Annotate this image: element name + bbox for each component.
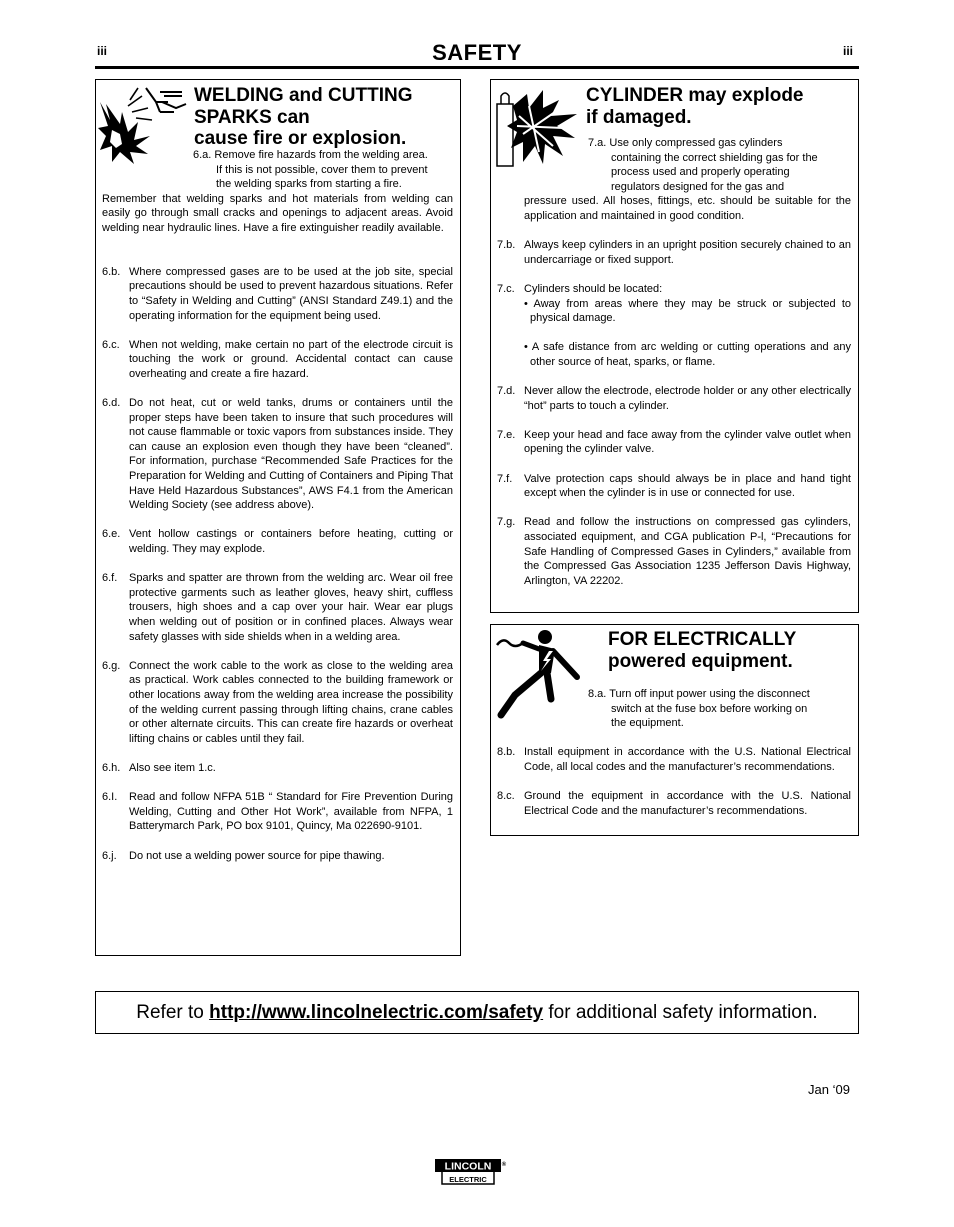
- list-item: 6.d. Do not heat, cut or weld tanks, drums or containers until the proper steps have been taken to insure that such procedures will not cause flammable or toxic vapors from substances inside. They can cause an explosion even though they have been “cleaned”. For information, purchase “Recommended Safe Practices for the Preparation for Welding and Cutting of Containers and Piping That Have Held Hazardous Substances”, AWS F4.1 from the American Welding Society (see address above).: [102, 397, 453, 512]
- list-item: 8.b. Install equipment in accordance with the U.S. National Electrical Code, all local codes and the manufacturer’s recommendations.: [497, 746, 851, 773]
- cylinder-section: [490, 79, 859, 613]
- lincoln-electric-logo: [434, 1158, 510, 1186]
- welding-items: [102, 148, 453, 878]
- welding-sparks-section: [95, 79, 461, 956]
- electrical-items: [497, 687, 851, 833]
- list-item: 7.d. Never allow the electrode, electrode holder or any other electrically “hot” parts to touch a cylinder.: [497, 385, 851, 412]
- list-item: 6.c. When not welding, make certain no part of the electrode circuit is touching the work or ground. Accidental contact can cause overheating and create a fire hazard.: [102, 338, 453, 380]
- list-item: 7.c. Cylinders should be located: • Away from areas where they may be struck or subjected to physical damage. • A safe distance from arc welding or cutting operations and any other source of heat, sparks, or flame.: [497, 282, 851, 368]
- safety-reference-box: [95, 991, 859, 1034]
- footer-prefix: Refer to: [136, 1002, 210, 1023]
- revision-date: Jan ‘09: [808, 1082, 850, 1097]
- page-number-right: iii: [843, 44, 854, 58]
- header-rule: [95, 66, 859, 69]
- page-title: SAFETY: [432, 40, 522, 65]
- list-item: 7.b. Always keep cylinders in an upright position securely chained to an undercarriage or fixed support.: [497, 239, 851, 266]
- welding-section-title: WELDING and CUTTING SPARKS can cause fire or explosion.: [194, 85, 413, 149]
- list-item: 6.e. Vent hollow castings or containers before heating, cutting or welding. They may explode.: [102, 528, 453, 556]
- list-item: 6.I. Read and follow NFPA 51B “ Standard for Fire Prevention During Welding, Cutting and Other Hot Work”, available from NFPA, 1 Batterymarch Park, PO box 9101, Quincy, Ma 022690-9101.: [102, 791, 453, 833]
- list-item: 6.a. Remove fire hazards from the welding area. If this is not possible, cover them to prevent the welding sparks from starting a fire. Remember that welding sparks and hot materials from welding can easily go through small cracks and openings to adjacent areas. Avoid welding near hydraulic lines. Have a fire extinguisher readily available.: [102, 149, 453, 234]
- svg-text:ELECTRIC: ELECTRIC: [449, 1175, 487, 1184]
- list-item: 6.g. Connect the work cable to the work as close to the welding area as practical. Work cables connected to the building framework or other locations away from the welding area increase the possibility of the welding current passing through lifting chains, crane cables or other alternate circuits. This can create fire hazards or overheat lifting chains or cables until they fail.: [102, 659, 453, 745]
- list-item: 8.a. Turn off input power using the disconnect switch at the fuse box before working on the equipment.: [588, 688, 810, 730]
- list-item: 6.f. Sparks and spatter are thrown from the welding arc. Wear oil free protective garments such as leather gloves, heavy shirt, cuffless trousers, high shoes and a cap over your hair. Wear ear plugs when welding out of position or in confined places. Always wear safety glasses with side shields when in a welding area.: [102, 572, 453, 643]
- list-item: 8.c. Ground the equipment in accordance with the U.S. National Electrical Code and the manufacturer’s recommendations.: [497, 790, 851, 817]
- page-number-left: iii: [97, 44, 108, 58]
- list-item: 6.h. Also see item 1.c.: [102, 761, 216, 774]
- list-item: 7.f. Valve protection caps should always be in place and hand tight except when the cylinder is in use or connected for use.: [497, 472, 851, 500]
- list-item: 7.a. Use only compressed gas cylinders containing the correct shielding gas for the process used and properly operating regulators designed for the gas and pressure used. All hoses, fittings, etc. should be suitable for the application and maintained in good condition.: [524, 137, 851, 222]
- svg-text:®: ®: [501, 1162, 507, 1168]
- cylinder-items: [497, 136, 851, 603]
- list-item: 6.j. Do not use a welding power source for pipe thawing.: [102, 849, 385, 862]
- cylinder-section-title: CYLINDER may explode if damaged.: [586, 85, 804, 128]
- safety-url-link[interactable]: http://www.lincolnelectric.com/safety: [209, 1002, 544, 1023]
- footer-suffix: for additional safety information.: [543, 1002, 818, 1023]
- svg-text:LINCOLN: LINCOLN: [444, 1160, 492, 1173]
- list-item: 6.b. Where compressed gases are to be used at the job site, special precautions should be used to prevent hazardous situations. Refer to “Safety in Welding and Cutting” (ANSI Standard Z49.1) and the operating information for the equipment being used.: [102, 265, 453, 322]
- list-item: 7.e. Keep your head and face away from the cylinder valve outlet when opening the cylinder valve.: [497, 428, 851, 456]
- electrical-section: [490, 624, 859, 836]
- electrical-section-title: FOR ELECTRICALLY powered equipment.: [608, 629, 797, 672]
- list-item: 7.g. Read and follow the instructions on compressed gas cylinders, associated equipment, and CGA publication P-l, “Precautions for Safe Handling of Compressed Gases in Cylinders,” available from the Compressed Gas Association 1235 Jefferson Davis Highway, Arlington, VA 22202.: [497, 516, 851, 587]
